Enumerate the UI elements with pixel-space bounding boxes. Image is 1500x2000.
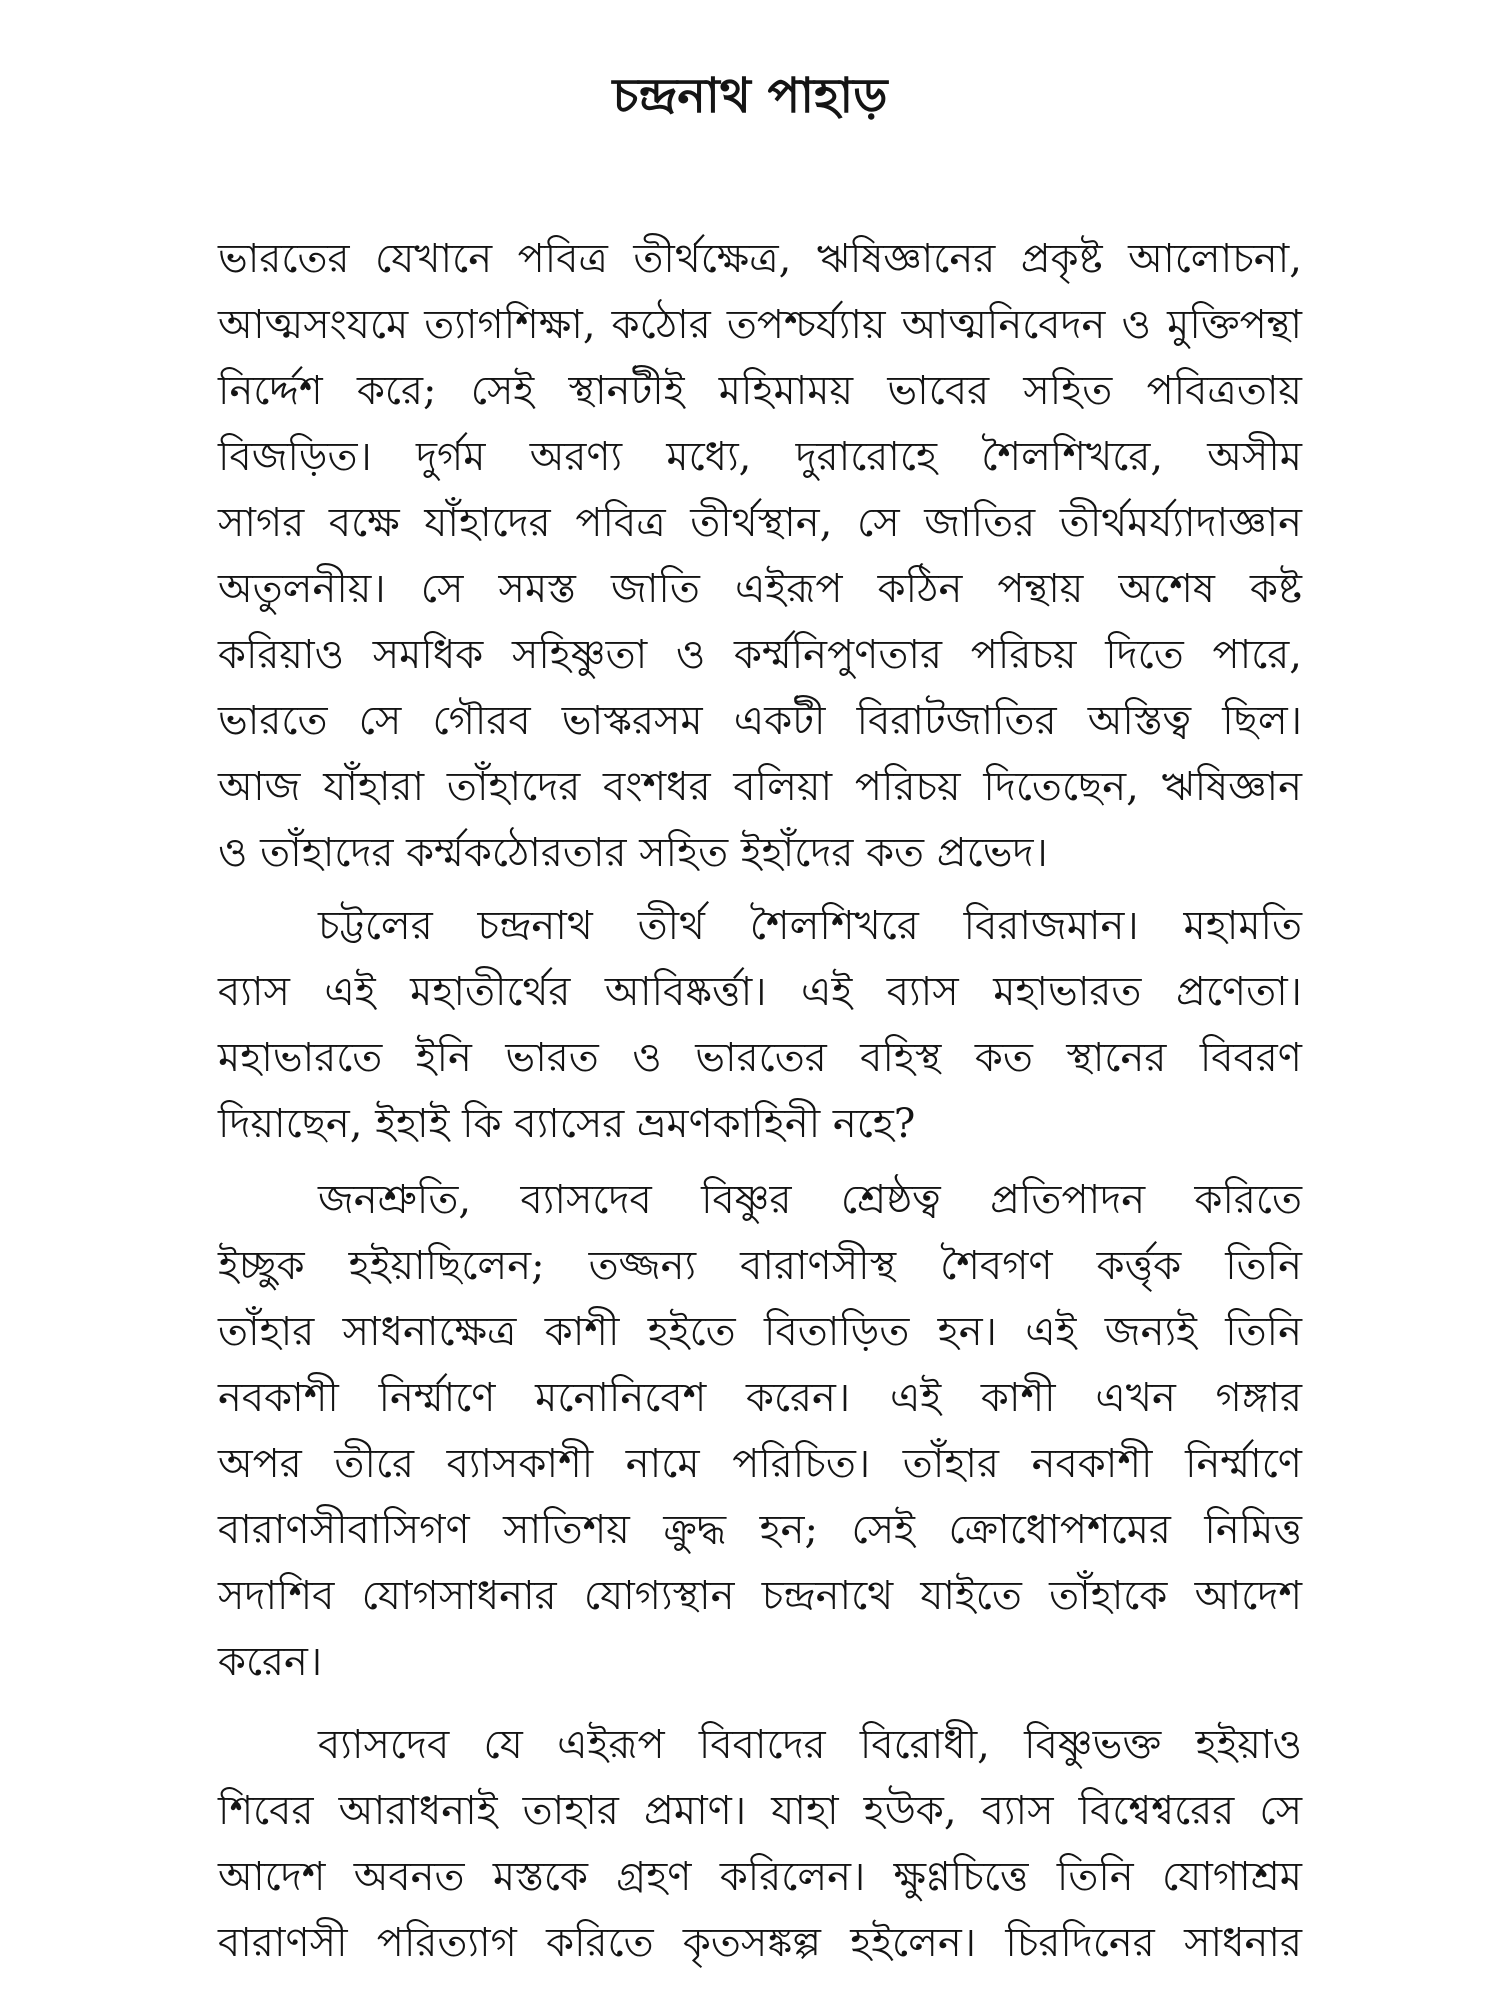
text-line: করেন। xyxy=(218,1639,323,1685)
text-line: মহাভারতে ইনি ভারত ও ভারতের বহিস্থ কত স্থানের বিবরণ xyxy=(218,1035,1302,1081)
paragraph-1 xyxy=(218,226,1302,886)
text-line: অতুলনীয়। সে সমস্ত জাতি এইরূপ কঠিন পন্থায় অশেষ কষ্ট xyxy=(218,566,1302,612)
text-line: ও তাঁহাদের কর্ম্মকঠোরতার সহিত ইহাঁদের কত প্রভেদ। xyxy=(218,830,1048,876)
paragraph-3 xyxy=(218,1167,1302,1695)
text-line: আত্মসংযমে ত্যাগশিক্ষা, কঠোর তপশ্চর্য্যায় আত্মনিবেদন ও মুক্তিপন্থা xyxy=(218,302,1302,348)
text-line: জনশ্রুতি, ব্যাসদেব বিষ্ণুর শ্রেষ্ঠত্ব প্রতিপাদন করিতে xyxy=(318,1177,1302,1223)
paragraph-2 xyxy=(218,893,1302,1157)
text-line: সাগর বক্ষে যাঁহাদের পবিত্র তীর্থস্থান, সে জাতির তীর্থমর্য্যাদাজ্ঞান xyxy=(218,500,1302,546)
text-line: আদেশ অবনত মস্তকে গ্রহণ করিলেন। ক্ষুণ্ণচিত্তে তিনি যোগাশ্রম xyxy=(218,1854,1302,1900)
text-line: সদাশিব যোগসাধনার যোগ্যস্থান চন্দ্রনাথে যাইতে তাঁহাকে আদেশ xyxy=(218,1573,1302,1619)
text-line: চট্টলের চন্দ্রনাথ তীর্থ শৈলশিখরে বিরাজমান। মহামতি xyxy=(318,903,1302,949)
text-line: শিবের আরাধনাই তাহার প্রমাণ। যাহা হউক, ব্যাস বিশ্বেশ্বরের সে xyxy=(218,1788,1302,1834)
text-line: বারাণসীবাসিগণ সাতিশয় ক্রুদ্ধ হন; সেই ক্রোধোপশমের নিমিত্ত xyxy=(218,1507,1302,1553)
text-line: ভারতে সে গৌরব ভাস্করসম একটী বিরাটজাতির অস্তিত্ব ছিল। xyxy=(218,698,1302,744)
page-title: চন্দ্রনাথ পাহাড় xyxy=(612,68,888,124)
paragraph-4 xyxy=(218,1712,1302,1976)
text-line: নির্দ্দেশ করে; সেই স্থানটীই মহিমাময় ভাবের সহিত পবিত্রতায় xyxy=(218,368,1302,414)
text-line: অপর তীরে ব্যাসকাশী নামে পরিচিত। তাঁহার নবকাশী নির্ম্মাণে xyxy=(218,1441,1302,1487)
text-line: ভারতের যেখানে পবিত্র তীর্থক্ষেত্র, ঋষিজ্ঞানের প্রকৃষ্ট আলোচনা, xyxy=(218,236,1302,282)
text-line: নবকাশী নির্ম্মাণে মনোনিবেশ করেন। এই কাশী এখন গঙ্গার xyxy=(218,1375,1302,1421)
text-line: ব্যাসদেব যে এইরূপ বিবাদের বিরোধী, বিষ্ণুভক্ত হইয়াও xyxy=(318,1722,1302,1768)
text-line: ইচ্ছুক হইয়াছিলেন; তজ্জন্য বারাণসীস্থ শৈবগণ কর্ত্তৃক তিনি xyxy=(218,1243,1302,1289)
text-line: আজ যাঁহারা তাঁহাদের বংশধর বলিয়া পরিচয় দিতেছেন, ঋষিজ্ঞান xyxy=(218,764,1302,810)
text-line: করিয়াও সমধিক সহিষ্ণুতা ও কর্ম্মনিপুণতার পরিচয় দিতে পারে, xyxy=(218,632,1302,678)
text-line: বারাণসী পরিত্যাগ করিতে কৃতসঙ্কল্প হইলেন। চিরদিনের সাধনার xyxy=(218,1920,1302,1966)
text-line: তাঁহার সাধনাক্ষেত্র কাশী হইতে বিতাড়িত হন। এই জন্যই তিনি xyxy=(218,1309,1302,1355)
text-line: ব্যাস এই মহাতীর্থের আবিষ্কর্ত্তা। এই ব্যাস মহাভারত প্রণেতা। xyxy=(218,969,1302,1015)
text-line: দিয়াছেন, ইহাই কি ব্যাসের ভ্রমণকাহিনী নহে? xyxy=(218,1101,916,1147)
text-line: বিজড়িত। দুর্গম অরণ্য মধ্যে, দুরারোহে শৈলশিখরে, অসীম xyxy=(218,434,1302,480)
